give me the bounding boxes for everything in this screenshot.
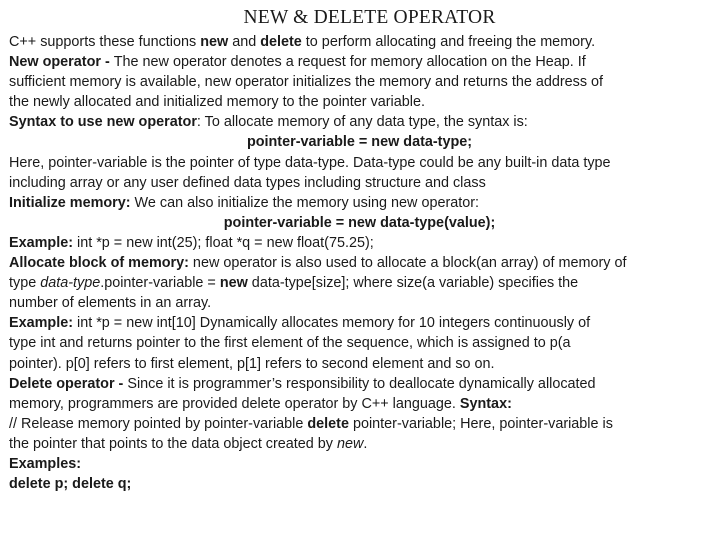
- bold-text: Example:: [9, 234, 73, 251]
- text-line: [9, 313, 710, 333]
- text-run: C++ supports these functions: [9, 34, 201, 50]
- bold-text: Initialize memory:: [9, 194, 131, 211]
- text-run: sufficient memory is available, new operator initializes the memory and returns the address of: [9, 74, 604, 91]
- text-run: .pointer-variable =: [100, 275, 220, 292]
- text-run: data-type[size]; where size(a variable) specifies the: [247, 275, 579, 292]
- bold-text: delete p; delete q;: [9, 476, 132, 493]
- text-line: [9, 454, 710, 474]
- slide-body: [9, 32, 710, 494]
- text-line: [9, 112, 710, 132]
- text-line: [9, 213, 710, 233]
- bold-text: Syntax to use new operator: [9, 114, 197, 131]
- text-line: [9, 354, 710, 374]
- bold-text: pointer-variable = new data-type;: [246, 134, 473, 151]
- bold-text: delete: [307, 415, 349, 432]
- text-run: We can also initialize the memory using new operator:: [130, 194, 480, 211]
- text-line: [9, 474, 710, 494]
- text-run: int *p = new int[10] Dynamically allocates memory for 10 integers continuously of: [73, 315, 591, 332]
- bold-text: Examples:: [9, 455, 81, 472]
- text-run: int *p = new int(25); float *q = new float(75.25);: [73, 234, 374, 251]
- bold-text: Delete operator -: [9, 375, 128, 392]
- text-run: including array or any user defined data types including structure and class: [9, 174, 486, 191]
- text-line: [9, 233, 710, 253]
- text-line: [9, 193, 710, 213]
- text-run: new operator is also used to allocate a block(an array) of memory of: [188, 255, 627, 272]
- text-line: [9, 293, 710, 313]
- text-line: [9, 434, 710, 454]
- text-run: pointer). p[0] refers to first element, p[1] refers to second element and so on.: [9, 355, 495, 372]
- text-line: [9, 173, 710, 193]
- italic-text: data-type: [40, 275, 101, 292]
- text-run: // Release memory pointed by pointer-variable: [9, 415, 308, 432]
- text-run: memory, programmers are provided delete operator by C++ language.: [9, 395, 460, 412]
- text-line: [9, 374, 710, 394]
- text-run: .: [363, 435, 368, 452]
- text-line: [9, 32, 710, 52]
- text-run: : To allocate memory of any data type, the syntax is:: [196, 114, 528, 131]
- text-run: to perform allocating and freeing the memory.: [301, 34, 596, 50]
- text-line: [9, 52, 710, 72]
- text-run: number of elements in an array.: [9, 295, 212, 312]
- text-run: The new operator denotes a request for memory allocation on the Heap. If: [113, 54, 586, 71]
- bold-text: New operator -: [9, 54, 114, 71]
- text-run: type: [9, 275, 41, 292]
- bold-text: pointer-variable = new data-type(value);: [223, 214, 496, 231]
- text-line: [9, 414, 710, 434]
- bold-text: new: [219, 275, 248, 292]
- text-line: [9, 394, 710, 414]
- text-line: [9, 153, 710, 173]
- text-line: [9, 333, 710, 353]
- text-run: the pointer that points to the data object created by: [9, 435, 338, 452]
- bold-text: new: [200, 34, 229, 50]
- text-run: Here, pointer-variable is the pointer of type data-type. Data-type could be any built-in data type: [9, 154, 611, 171]
- slide-title: NEW & DELETE OPERATOR: [243, 7, 496, 28]
- text-run: Since it is programmer’s responsibility to deallocate dynamically allocated: [127, 375, 596, 392]
- bold-text: Allocate block of memory:: [9, 255, 189, 272]
- bold-text: Example:: [9, 315, 73, 332]
- italic-text: new: [337, 435, 364, 452]
- text-line: [9, 92, 710, 112]
- text-run: and: [228, 34, 261, 50]
- text-line: [9, 253, 710, 273]
- text-run: pointer-variable; Here, pointer-variable is: [348, 415, 613, 432]
- bold-text: Syntax:: [459, 395, 512, 412]
- text-line: [9, 72, 710, 92]
- text-run: the newly allocated and initialized memory to the pointer variable.: [9, 94, 425, 111]
- text-line: [9, 132, 710, 152]
- text-line: [9, 273, 710, 293]
- text-run: type int and returns pointer to the first element of the sequence, which is assigned to p(a: [9, 335, 571, 352]
- bold-text: delete: [260, 34, 302, 50]
